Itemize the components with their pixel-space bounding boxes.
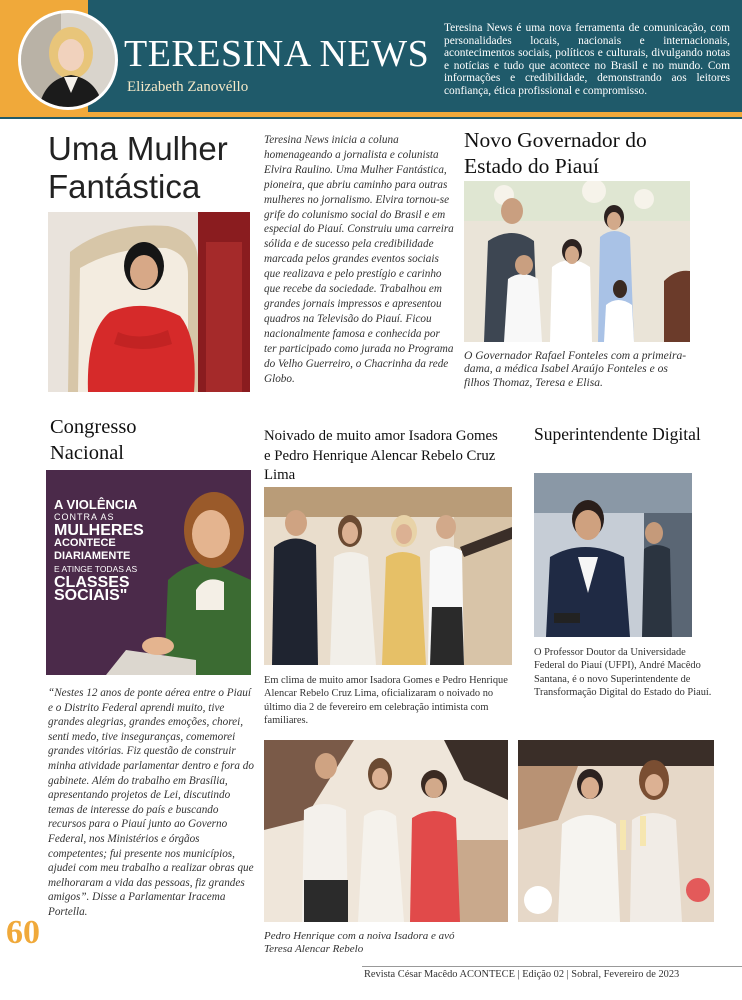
page-number: 60 <box>6 914 40 951</box>
engagement-family-caption: Pedro Henrique com a noiva Isadora e avó Teresa Alencar Rebelo <box>264 930 455 956</box>
footer-text: Revista César Macêdo ACONTECE | Edição 02 | Sobral, Fevereiro de 2023 <box>364 969 680 980</box>
poster-line-3: MULHERES <box>54 522 144 539</box>
masthead-intro: Teresina News é uma nova ferramenta de comunicação, com personalidades locais, nacionais e internacionais, acontecimentos sociais, políticos e culturais, divulgando notas e notícias e tudo que acontece no Brasil e no mundo. Com informações e credibilidade, demonstrando aos leitores confiança, ética profissional e compromisso. <box>444 22 730 97</box>
engagement-photo <box>264 487 512 665</box>
superintendent-photo <box>534 473 692 637</box>
congress-photo <box>46 470 251 675</box>
governor-photo <box>464 181 690 342</box>
poster-line-2: CONTRA AS <box>54 512 115 522</box>
feature-photo <box>48 212 250 392</box>
congress-title: Congresso Nacional <box>50 416 137 464</box>
engagement-photo-family <box>264 740 508 922</box>
feature-body: Teresina News inicia a coluna homenageando a jornalista e colunista Elvira Raulino. Uma Mulher Fantástica, pioneira, que abriu caminho para outras mulheres no jornalismo. Elvira tornou-se grife do colunismo social do Brasil e em especial do Piauí. Construiu uma carreira sólida e de sucesso pela credibilidade marcada pelos grandes eventos sociais que realizava e pelo prestígio e carinho que recebe da sociedade. Trabalhou em grandes jornais impressos e apresentou quadros na Televisão do Piauí. Ficou nacionalmente famosa e conhecida por ter participado como jurada no Programa do Velho Guerreiro, o Chacrinha da rede Globo. <box>264 134 454 385</box>
engagement-caption: Em clima de muito amor Isadora Gomes e Pedro Henrique Alencar Rebelo Cruz Lima, oficializaram o noivado no último dia 2 de fevereiro em celebração intimista com familiares. <box>264 675 508 726</box>
congress-quote: “Nestes 12 anos de ponte aérea entre o Piauí e o Distrito Federal aprendi muito, tive grandes alegrias, grandes emoções, chorei, senti medo, tive inseguranças, comemorei grandes vitórias. Fiz questão de construir minha atividade parlamentar dentro e fora do gabinete. Além do trabalho em Brasília, apresentando projetos de Lei, discutindo temas de interesse do país e buscando recursos para o Piauí junto ao Governo Federal, nos Ministérios e órgãos competentes; fui presente nos municípios, ajudei com meu trabalho a realizar obras que melhoraram a vida das pessoas, fiz grandes amigos”. Disse a Parlamentar Iracema Portella. <box>48 687 254 918</box>
superintendent-title: Superintendente Digital <box>534 424 701 444</box>
masthead-author: Elizabeth Zanovéllo <box>127 79 249 95</box>
governor-caption: O Governador Rafael Fonteles com a primeira-dama, a médica Isabel Araújo Fonteles e os filhos Thomaz, Teresa e Elisa. <box>464 349 687 389</box>
superintendent-caption: O Professor Doutor da Universidade Federal do Piauí (UFPI), André Macêdo Santana, é o novo Superintendente de Transformação Digital do Estado do Piauí. <box>534 647 712 698</box>
poster-line-1: A VIOLÊNCIA <box>54 497 138 512</box>
masthead-title: TERESINA NEWS <box>124 33 430 75</box>
poster-line-6: E ATINGE TODAS AS <box>54 564 138 574</box>
poster-line-8: SOCIAIS" <box>54 587 128 604</box>
masthead-rule-thin <box>0 117 742 119</box>
engagement-photo-toast <box>518 740 714 922</box>
footer-rule <box>362 966 742 967</box>
feature-title: Uma Mulher Fantástica <box>48 130 228 205</box>
poster-line-4: ACONTECE <box>54 537 116 549</box>
poster-line-5: DIARIAMENTE <box>54 550 131 562</box>
masthead <box>0 0 742 112</box>
columnist-avatar <box>18 10 118 110</box>
governor-title: Novo Governador do Estado do Piauí <box>464 128 647 178</box>
engagement-title: Noivado de muito amor Isadora Gomes e Pedro Henrique Alencar Rebelo Cruz Lima <box>264 428 498 483</box>
poster-line-7: CLASSES <box>54 574 130 591</box>
